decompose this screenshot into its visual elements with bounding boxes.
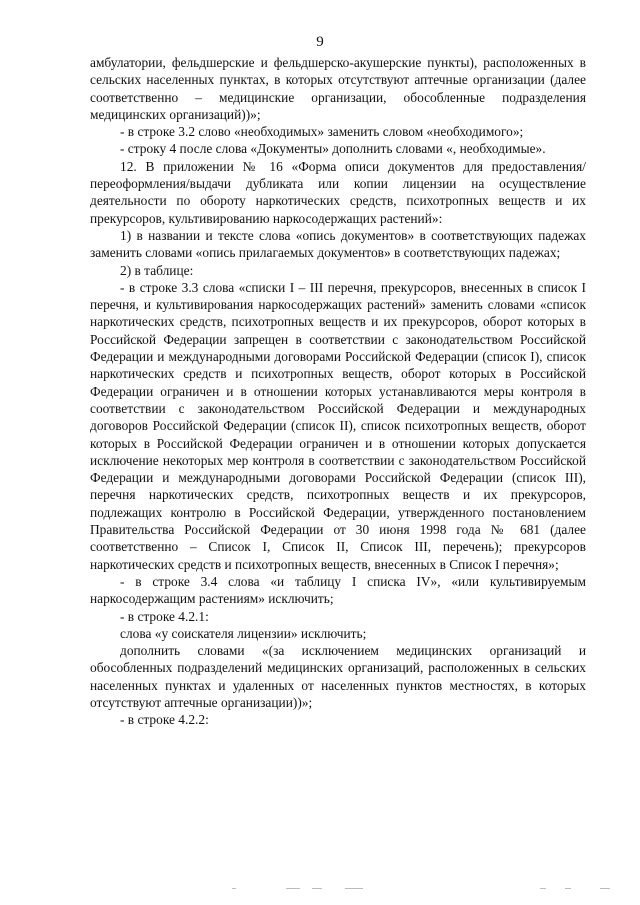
paragraph: - строку 4 после слова «Документы» дополнить словами «, необходимые». (120, 141, 546, 157)
document-body (90, 54, 586, 729)
paragraph: 1) в названии и тексте слова «опись документов» в соответствующих падежах заменить словами «опись прилагаемых документов» в соответствующих падежах; (90, 227, 586, 261)
paragraph: - в строке 3.3 слова «списки I – III перечня, прекурсоров, внесенных в список I перечня, и культивирования наркосодержащих растений» заменить словами «список наркотических средств, психотропных веществ и их прекурсоров, оборот которых в Российской Федерации запрещен в соответствии с законодательством Российской Федерации и международными договорами Российской Федерации (список I), список наркотических средств и психотропных веществ, оборот которых в Российской Федерации ограничен и в отношении которых устанавливаются меры контроля в соответствии с законодательством Российской Федерации и международных договоров Российской Федерации (список II), список психотропных веществ, оборот которых в Российской Федерации ограничен и в отношении которых допускается исключение некоторых мер контроля в соответствии с законодательством Российской Федерации и международными договорами Российской Федерации (список III), перечня наркотических средств, психотропных веществ и их прекурсоров, подлежащих контролю в Российской Федерации, утвержденного постановлением Правительства Российской Федерации от 30 июня 1998 года № 681 (далее соответственно – Список I, Список II, Список III, перечень); прекурсоров наркотических средств и психотропных веществ, внесенных в Список I перечня»; (90, 279, 586, 572)
paragraph: 2) в таблице: (120, 262, 194, 278)
paragraph: дополнить словами «(за исключением медицинских организаций и обособленных подразделений медицинских организаций, расположенных в сельских населенных пунктах и удаленных от населенных пунктов местностях, в которых отсутствуют аптечные организации))»; (90, 643, 586, 710)
paragraph: - в строке 4.2.1: (120, 608, 209, 624)
paragraph: 12. В приложении № 16 «Форма описи документов для предоставления/переоформления/выдачи дубликата или копии лицензии на осуществление деятельности по обороту наркотических средств, психотропных веществ и их прекурсоров, культивированию наркосодержащих растений»: (90, 158, 586, 226)
paragraph: - в строке 3.4 слова «и таблицу I списка IV», «или культивируемым наркосодержащим растениям» исключить; (90, 573, 586, 607)
paragraph: - в строке 4.2.2: (120, 712, 209, 728)
paragraph: амбулатории, фельдшерские и фельдшерско-акушерские пункты), расположенных в сельских населенных пунктах, в которых отсутствуют аптечные организации (далее соответственно – медицинские организации, обособленные подразделения медицинских организаций))»; (90, 55, 586, 122)
scan-artifacts (0, 886, 640, 892)
paragraph: слова «у соискателя лицензии» исключить; (120, 625, 367, 641)
paragraph: - в строке 3.2 слово «необходимых» заменить словом «необходимого»; (120, 124, 524, 140)
page-number: 9 (316, 34, 324, 50)
